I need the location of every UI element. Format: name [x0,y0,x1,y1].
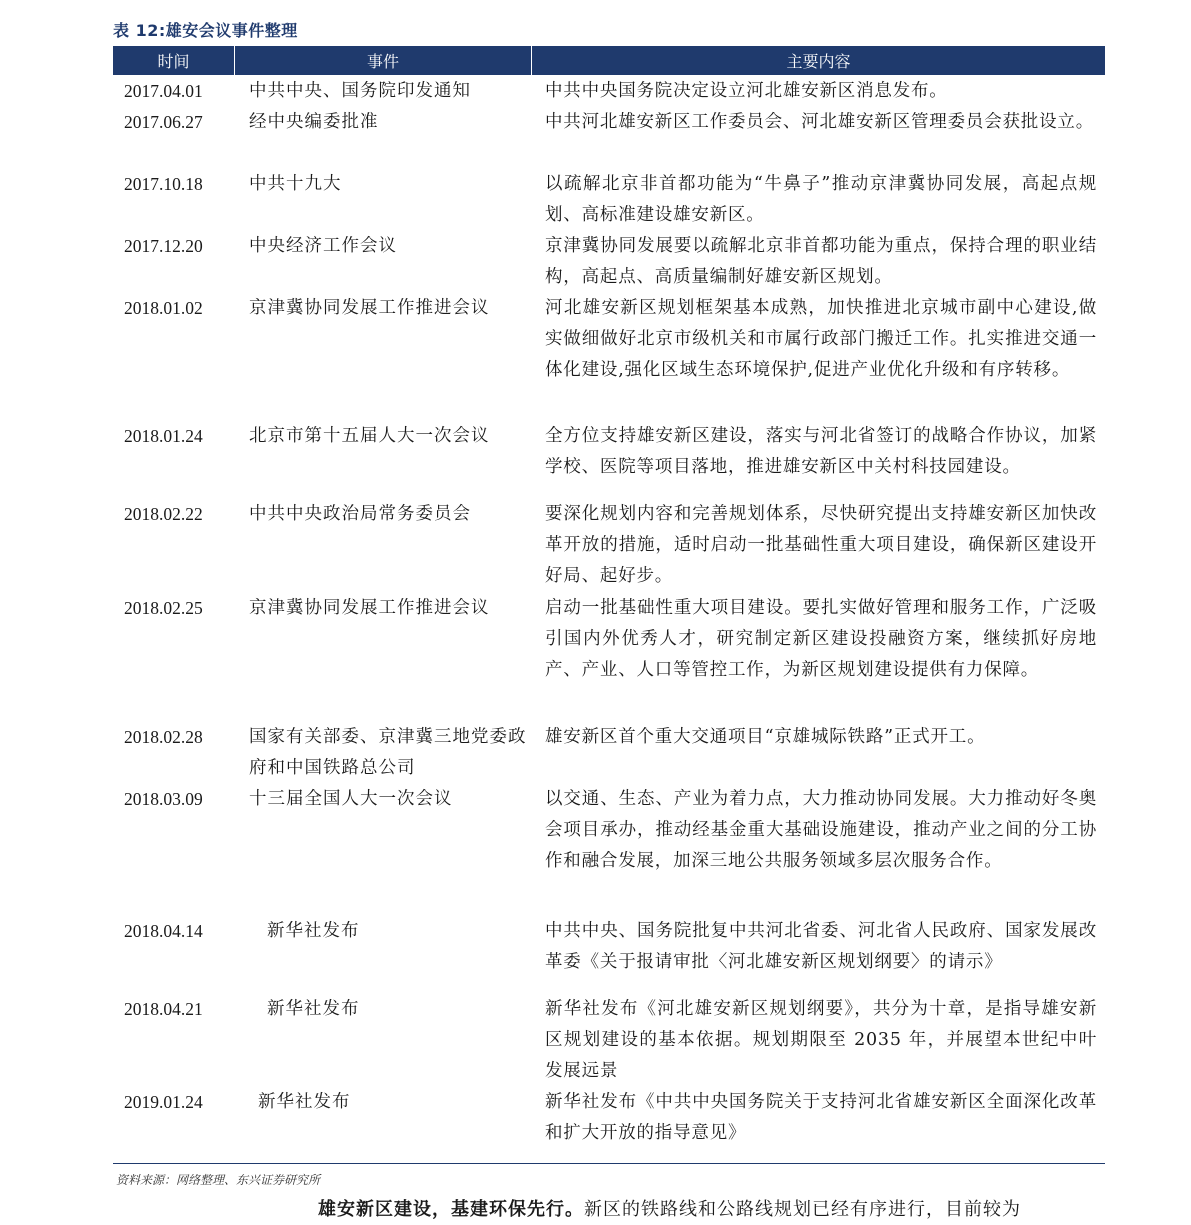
row-content: 河北雄安新区规划框架基本成熟，加快推进北京城市副中心建设,做实做细做好北京市级机关和市属行政部门搬迁工作。扎实推进交通一体化建设,强化区域生态环境保护,促进产业优化升级和有序转移。 [545,298,1097,380]
source-note: 资料来源：网络整理、东兴证券研究所 [116,1173,321,1187]
row-event: 中共中央、国务院印发通知 [249,81,471,101]
row-content: 雄安新区首个重大交通项目“京雄城际铁路”正式开工。 [545,727,986,747]
row-content: 中共中央、国务院批复中共河北省委、河北省人民政府、国家发展改革委《关于报请审批〈河北雄安新区规划纲要〉的请示》 [545,921,1097,972]
row-date: 2018.02.25 [124,598,203,618]
row-date: 2018.01.02 [124,298,203,318]
row-event: 新华社发布 [258,1092,351,1112]
row-event: 中共中央政治局常务委员会 [249,504,471,524]
row-event: 北京市第十五届人大一次会议 [249,426,490,446]
header-content: 主要内容 [531,46,1105,75]
row-event: 京津冀协同发展工作推进会议 [249,598,490,618]
row-content: 新华社发布《中共中央国务院关于支持河北省雄安新区全面深化改革和扩大开放的指导意见》 [545,1092,1097,1143]
row-event: 京津冀协同发展工作推进会议 [249,298,490,318]
row-date: 2018.03.09 [124,789,203,809]
row-content: 以交通、生态、产业为着力点，大力推动协同发展。大力推动好冬奥会项目承办，推动经基金重大基础设施建设，推动产业之间的分工协作和融合发展，加深三地公共服务领域多层次服务合作。 [545,789,1097,871]
row-event: 新华社发布 [267,999,360,1019]
table-bottom-rule [113,1163,1105,1164]
table-title: 表 12:雄安会议事件整理 [113,21,298,40]
row-content: 全方位支持雄安新区建设，落实与河北省签订的战略合作协议，加紧学校、医院等项目落地，推进雄安新区中关村科技园建设。 [545,426,1097,477]
row-content: 京津冀协同发展要以疏解北京非首都功能为重点，保持合理的职业结构，高起点、高质量编制好雄安新区规划。 [545,236,1097,287]
row-date: 2017.06.27 [124,112,203,132]
row-content: 启动一批基础性重大项目建设。要扎实做好管理和服务工作，广泛吸引国内外优秀人才，研究制定新区建设投融资方案，继续抓好房地产、产业、人口等管控工作，为新区规划建设提供有力保障。 [545,598,1097,680]
body-paragraph [318,1195,1098,1225]
row-event: 新华社发布 [267,921,360,941]
row-date: 2018.01.24 [124,426,203,446]
row-date: 2017.10.18 [124,174,203,194]
header-time: 时间 [157,52,190,71]
body-paragraph-text: 新区的铁路线和公路线规划已经有序进行，目前较为 [584,1199,1021,1220]
row-date: 2017.04.01 [124,81,203,101]
header-event: 事件 [234,46,531,75]
row-content: 中共河北雄安新区工作委员会、河北雄安新区管理委员会获批设立。 [545,112,1094,132]
row-content: 以疏解北京非首都功能为“牛鼻子”推动京津冀协同发展，高起点规划、高标准建设雄安新区。 [545,174,1097,225]
row-content: 新华社发布《河北雄安新区规划纲要》，共分为十章，是指导雄安新区规划建设的基本依据。规划期限至 2035 年，并展望本世纪中叶发展远景 [545,999,1097,1081]
row-content: 中共中央国务院决定设立河北雄安新区消息发布。 [545,81,948,101]
row-date: 2018.04.21 [124,999,203,1019]
row-event: 国家有关部委、京津冀三地党委政府和中国铁路总公司 [249,727,527,778]
row-date: 2018.02.22 [124,504,203,524]
row-date: 2018.02.28 [124,727,203,747]
row-event: 中央经济工作会议 [249,236,397,256]
row-date: 2018.04.14 [124,921,203,941]
body-paragraph-lead: 雄安新区建设，基建环保先行。 [318,1199,584,1220]
row-event: 十三届全国人大一次会议 [249,789,453,809]
row-date: 2017.12.20 [124,236,203,256]
row-content: 要深化规划内容和完善规划体系，尽快研究提出支持雄安新区加快改革开放的措施，适时启动一批基础性重大项目建设，确保新区建设开好局、起好步。 [545,504,1097,586]
row-event: 中共十九大 [249,174,342,194]
row-date: 2019.01.24 [124,1092,203,1112]
row-event: 经中央编委批准 [249,112,379,132]
